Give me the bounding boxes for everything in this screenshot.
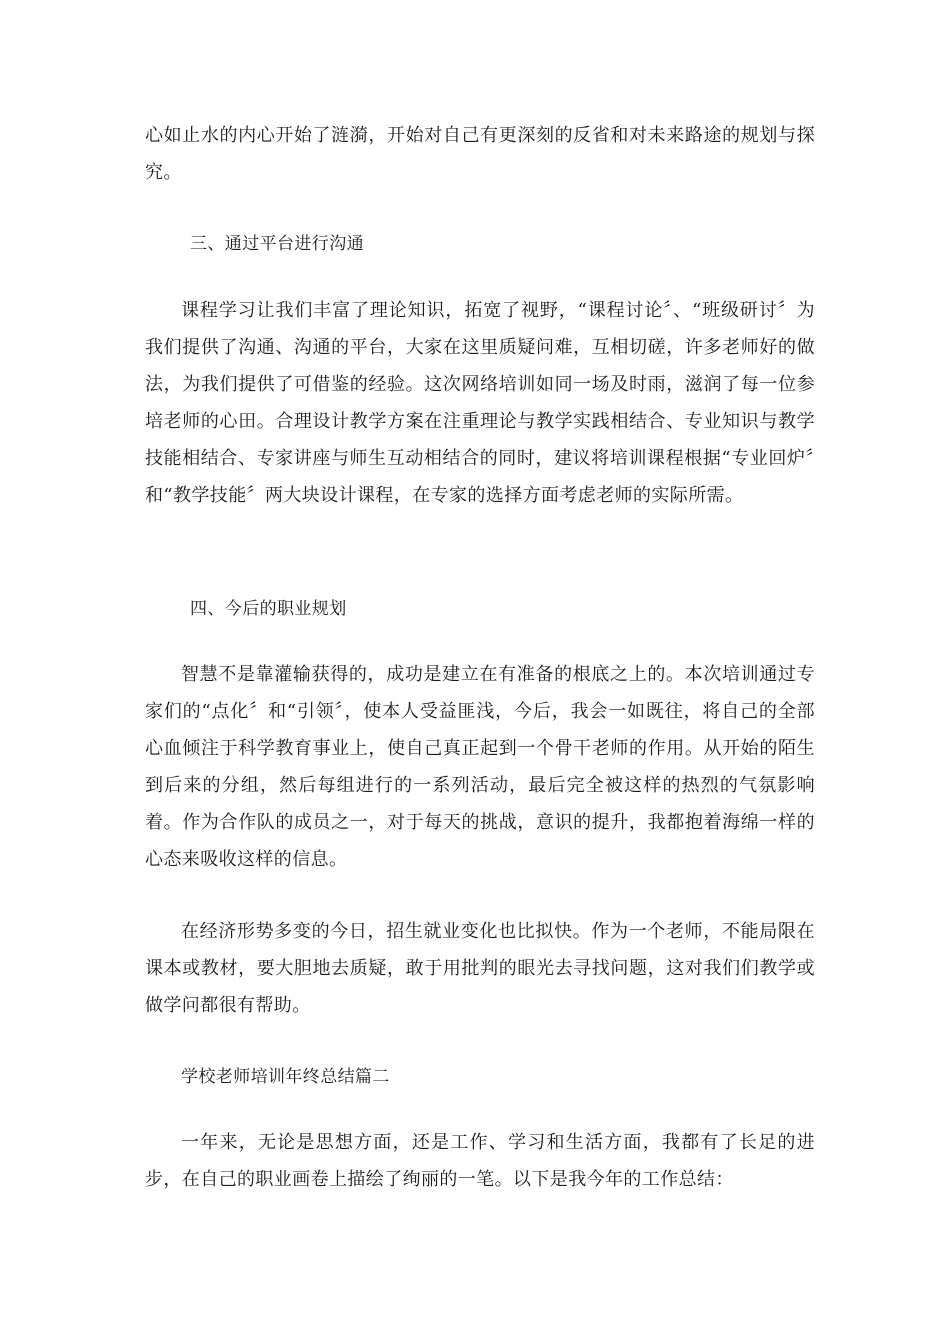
paragraph-economy: 在经济形势多变的今日，招生就业变化也比拟快。作为一个老师，不能局限在课本或教材，要大胆地去质疑，敢于用批判的眼光去寻找问题，这对我们们教学或做学问都很有帮助。 xyxy=(145,921,815,1016)
article-section-title: 学校老师培训年终总结篇二 xyxy=(181,1067,390,1087)
section-heading-3: 三、通过平台进行沟通 xyxy=(190,234,364,254)
paragraph-career-plan: 智慧不是靠灌输获得的，成功是建立在有准备的根底之上的。本次培训通过专家们的“点化〞和“引领〞，使本人受益匪浅，今后，我会一如既往，将自己的全部心血倾注于科学教育事业上，使自己真正起到一个骨干老师的作用。从开始的陌生到后来的分组，然后每组进行的一系列活动，最后完全被这样的热烈的气氛影响着。作为合作队的成员之一，对于每天的挑战，意识的提升，我都抱着海绵一样的心态来吸收这样的信息。 xyxy=(145,664,815,870)
paragraph-year-summary: 一年来，无论是思想方面，还是工作、学习和生活方面，我都有了长足的进步，在自己的职业画卷上描绘了绚丽的一笔。以下是我今年的工作总结： xyxy=(145,1132,815,1190)
section-heading-4: 四、今后的职业规划 xyxy=(190,599,347,619)
paragraph-platform-communication: 课程学习让我们丰富了理论知识，拓宽了视野，“课程讨论〞、“班级研讨〞为我们提供了沟通、沟通的平台，大家在这里质疑问难，互相切磋，许多老师好的做法，为我们提供了可借鉴的经验。这次网络培训如同一场及时雨，滋润了每一位参培老师的心田。合理设计教学方案在注重理论与教学实践相结合、专业知识与教学技能相结合、专家讲座与师生互动相结合的同时，建议将培训课程根据“专业回炉〞和“教学技能〞两大块设计课程，在专家的选择方面考虑老师的实际所需。 xyxy=(145,300,815,506)
paragraph-continued: 心如止水的内心开始了涟漪，开始对自己有更深刻的反省和对未来路途的规划与探究。 xyxy=(145,125,815,183)
